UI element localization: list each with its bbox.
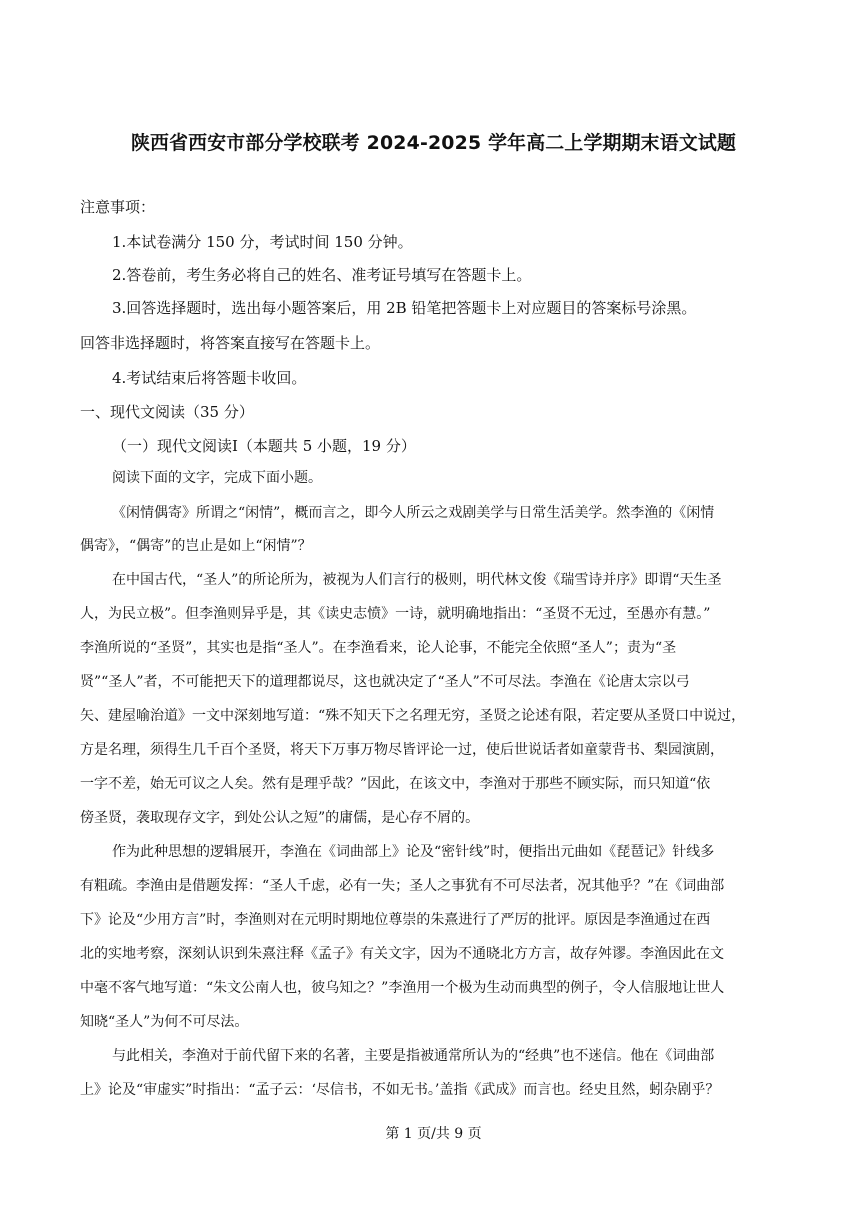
text-line: 知晓“圣人”为何不可尽法。 <box>80 1014 249 1030</box>
text-line: 一字不差，始无可议之人矣。然有是理乎哉？”因此，在该文中，李渔对于那些不顾实际，而只知道“依 <box>80 776 711 792</box>
text-line: 有粗疏。李渔由是借题发挥：“圣人千虑，必有一失；圣人之事犹有不可尽法者，况其他乎？”在《词曲部 <box>80 878 725 894</box>
text-line: 方是名理，须得生几千百个圣贤，将天下万事万物尽皆评论一过，使后世说话者如童蒙背书、梨园演剧， <box>80 742 724 758</box>
section-title: 一、现代文阅读（35 分） <box>80 403 254 421</box>
page-footer: 第 1 页/共 9 页 <box>385 1126 482 1142</box>
text-line: 在中国古代，“圣人”的所论所为，被视为人们言行的极则，明代林文俊《瑞雪诗并序》即谓“天生圣 <box>112 572 722 588</box>
notice-item-4: 4.考试结束后将答题卡收回。 <box>112 369 307 387</box>
reading-instruction: 阅读下面的文字，完成下面小题。 <box>112 470 322 486</box>
text-line: 李渔所说的“圣贤”，其实也是指“圣人”。在李渔看来，论人论事，不能完全依照“圣人”；责为“圣 <box>80 640 677 656</box>
text-line: 北的实地考察，深刻认识到朱熹注释《孟子》有关文字，因为不通晓北方方言，故存舛谬。李渔因此在文 <box>80 946 724 962</box>
text-line: 下》论及“少用方言”时，李渔则对在元明时期地位尊崇的朱熹进行了严厉的批评。原因是李渔通过在西 <box>80 912 711 928</box>
text-line: 中毫不客气地写道：“朱文公南人也，彼乌知之？”李渔用一个极为生动而典型的例子，令人信服地让世人 <box>80 980 725 996</box>
text-line: 人，为民立极”。但李渔则异乎是，其《读史志愤》一诗，就明确地指出：“圣贤不无过，至愚亦有慧。” <box>80 606 711 622</box>
text-line: 贤”“圣人”者，不可能把天下的道理都说尽，这也就决定了“圣人”不可尽法。李渔在《论唐太宗以弓 <box>80 674 690 690</box>
text-line: 上》论及“审虚实”时指出：“孟子云：‘尽信书，不如无书。’盖指《武成》而言也。经史且然，蚓杂剧乎？ <box>80 1082 720 1098</box>
notice-item-3-continued: 回答非选择题时，将答案直接写在答题卡上。 <box>80 334 381 352</box>
subsection-title: （一）现代文阅读Ⅰ（本题共 5 小题，19 分） <box>112 437 416 455</box>
notice-item-1: 1.本试卷满分 150 分，考试时间 150 分钟。 <box>112 233 413 251</box>
text-line: 与此相关，李渔对于前代留下来的名著，主要是指被通常所认为的“经典”也不迷信。他在《词曲部 <box>112 1048 715 1064</box>
text-line: 作为此种思想的逻辑展开，李渔在《词曲部上》论及“密针线”时，便指出元曲如《琵琶记》针线多 <box>112 844 715 860</box>
text-line: 偶寄》，“偶寄”的岂止是如上“闲情”？ <box>80 538 312 554</box>
text-line: 傍圣贤，袭取现存文字，到处公认之短”的庸儒，是心存不屑的。 <box>80 810 480 826</box>
notice-item-2: 2.答卷前，考生务必将自己的姓名、准考证号填写在答题卡上。 <box>112 266 532 284</box>
document-title: 陕西省西安市部分学校联考 2024-2025 学年高二上学期期末语文试题 <box>130 132 737 154</box>
text-line: 《闲情偶寄》所谓之“闲情”，概而言之，即今人所云之戏剧美学与日常生活美学。然李渔的《闲情 <box>112 505 715 521</box>
text-line: 矢、建屋喻治道》一文中深刻地写道：“殊不知天下之名理无穷，圣贤之论述有限，若定要从圣贤口中说过， <box>80 708 746 724</box>
notice-label: 注意事项： <box>80 198 156 216</box>
notice-item-3: 3.回答选择题时，选出每小题答案后，用 2B 铅笔把答题卡上对应题目的答案标号涂黑。 <box>112 299 697 317</box>
